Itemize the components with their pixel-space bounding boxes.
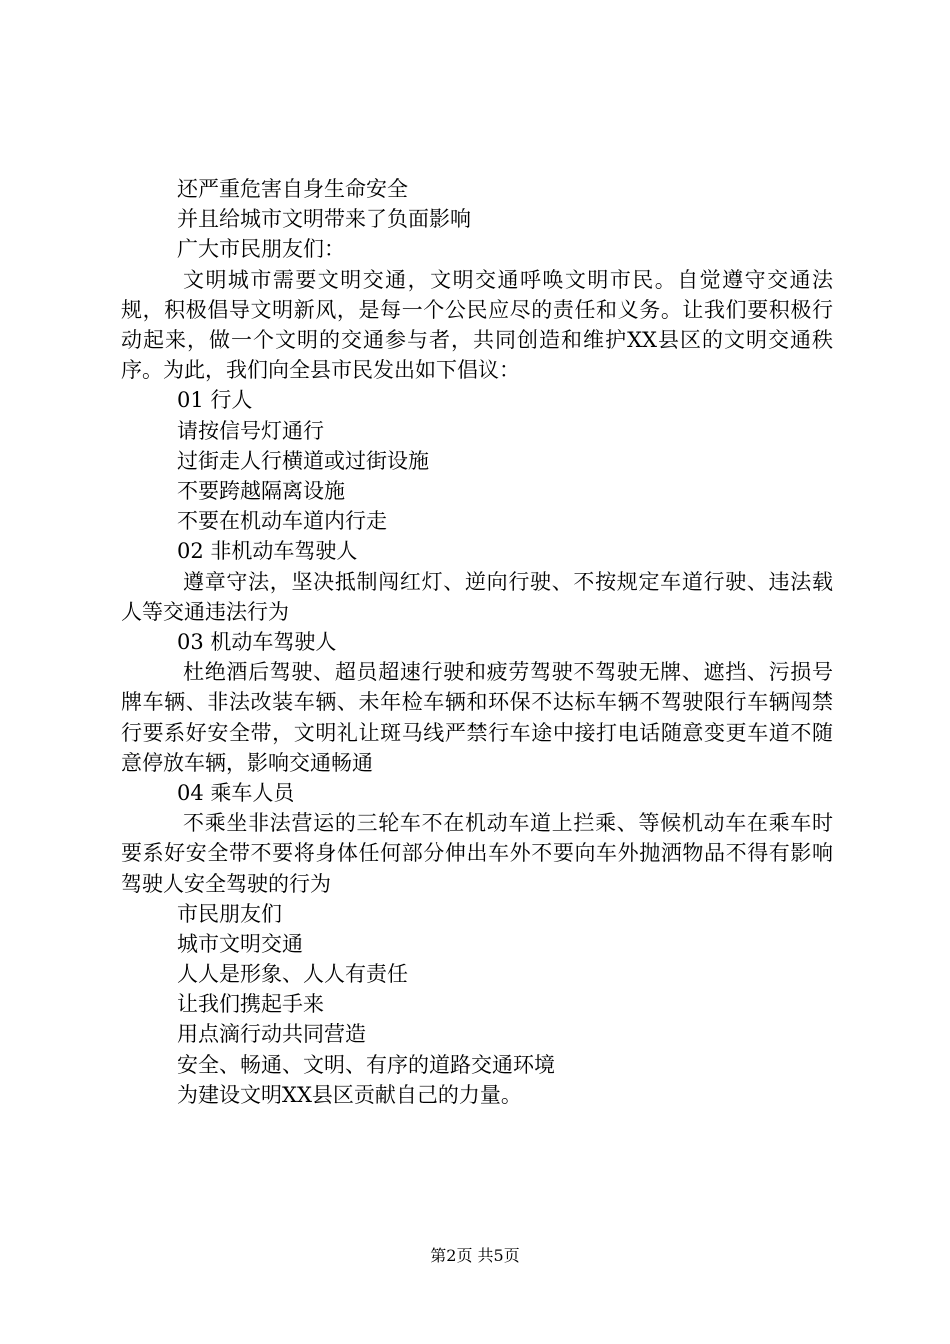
document-body [121,174,833,1110]
salutation: 广大市民朋友们： [177,237,345,262]
section-heading-pedestrian: 01 行人 [177,388,253,413]
passenger-paragraph: 不乘坐非法营运的三轮车不在机动车道上拦乘、等候机动车在乘车时要系好安全带不要将身体任何部分伸出车外不要向车外抛洒物品不得有影响驾驶人安全驾驶的行为 [121,811,833,896]
list-item: 过街走人行横道或过街设施 [177,448,429,473]
page-footer: 第2页 共5页 [430,1246,520,1265]
non-motor-paragraph: 遵章守法，坚决抵制闯红灯、逆向行驶、不按规定车道行驶、违法载人等交通违法行为 [121,569,833,624]
list-item: 不要在机动车道内行走 [177,509,387,534]
section-heading-motor: 03 机动车驾驶人 [177,629,337,654]
motor-paragraph: 杜绝酒后驾驶、超员超速行驶和疲劳驾驶不驾驶无牌、遮挡、污损号牌车辆、非法改装车辆、未年检车辆和环保不达标车辆不驾驶限行车辆闯禁行要系好安全带，文明礼让斑马线严禁行车途中接打电话随意变更车道不随意停放车辆，影响交通畅通 [121,660,833,775]
list-item: 不要跨越隔离设施 [177,478,345,503]
text-line: 并且给城市文明带来了负面影响 [177,207,471,232]
section-heading-non-motor: 02 非机动车驾驶人 [177,539,358,564]
intro-paragraph: 文明城市需要文明交通，文明交通呼唤文明市民。自觉遵守交通法规，积极倡导文明新风，是每一个公民应尽的责任和义务。让我们要积极行动起来，做一个文明的交通参与者，共同创造和维护XX县区的文明交通秩序。为此，我们向全县市民发出如下倡议： [121,267,833,383]
closing-line: 让我们携起手来 [177,992,324,1017]
closing-line: 市民朋友们 [177,901,282,926]
closing-line: 用点滴行动共同营造 [177,1022,366,1047]
list-item: 请按信号灯通行 [177,418,324,443]
section-heading-passenger: 04 乘车人员 [177,780,295,805]
closing-line: 人人是形象、人人有责任 [177,962,408,987]
closing-line: 为建设文明XX县区贡献自己的力量。 [177,1082,522,1107]
closing-line: 安全、畅通、文明、有序的道路交通环境 [177,1052,555,1077]
closing-line: 城市文明交通 [177,931,303,956]
text-line: 还严重危害自身生命安全 [177,177,408,201]
